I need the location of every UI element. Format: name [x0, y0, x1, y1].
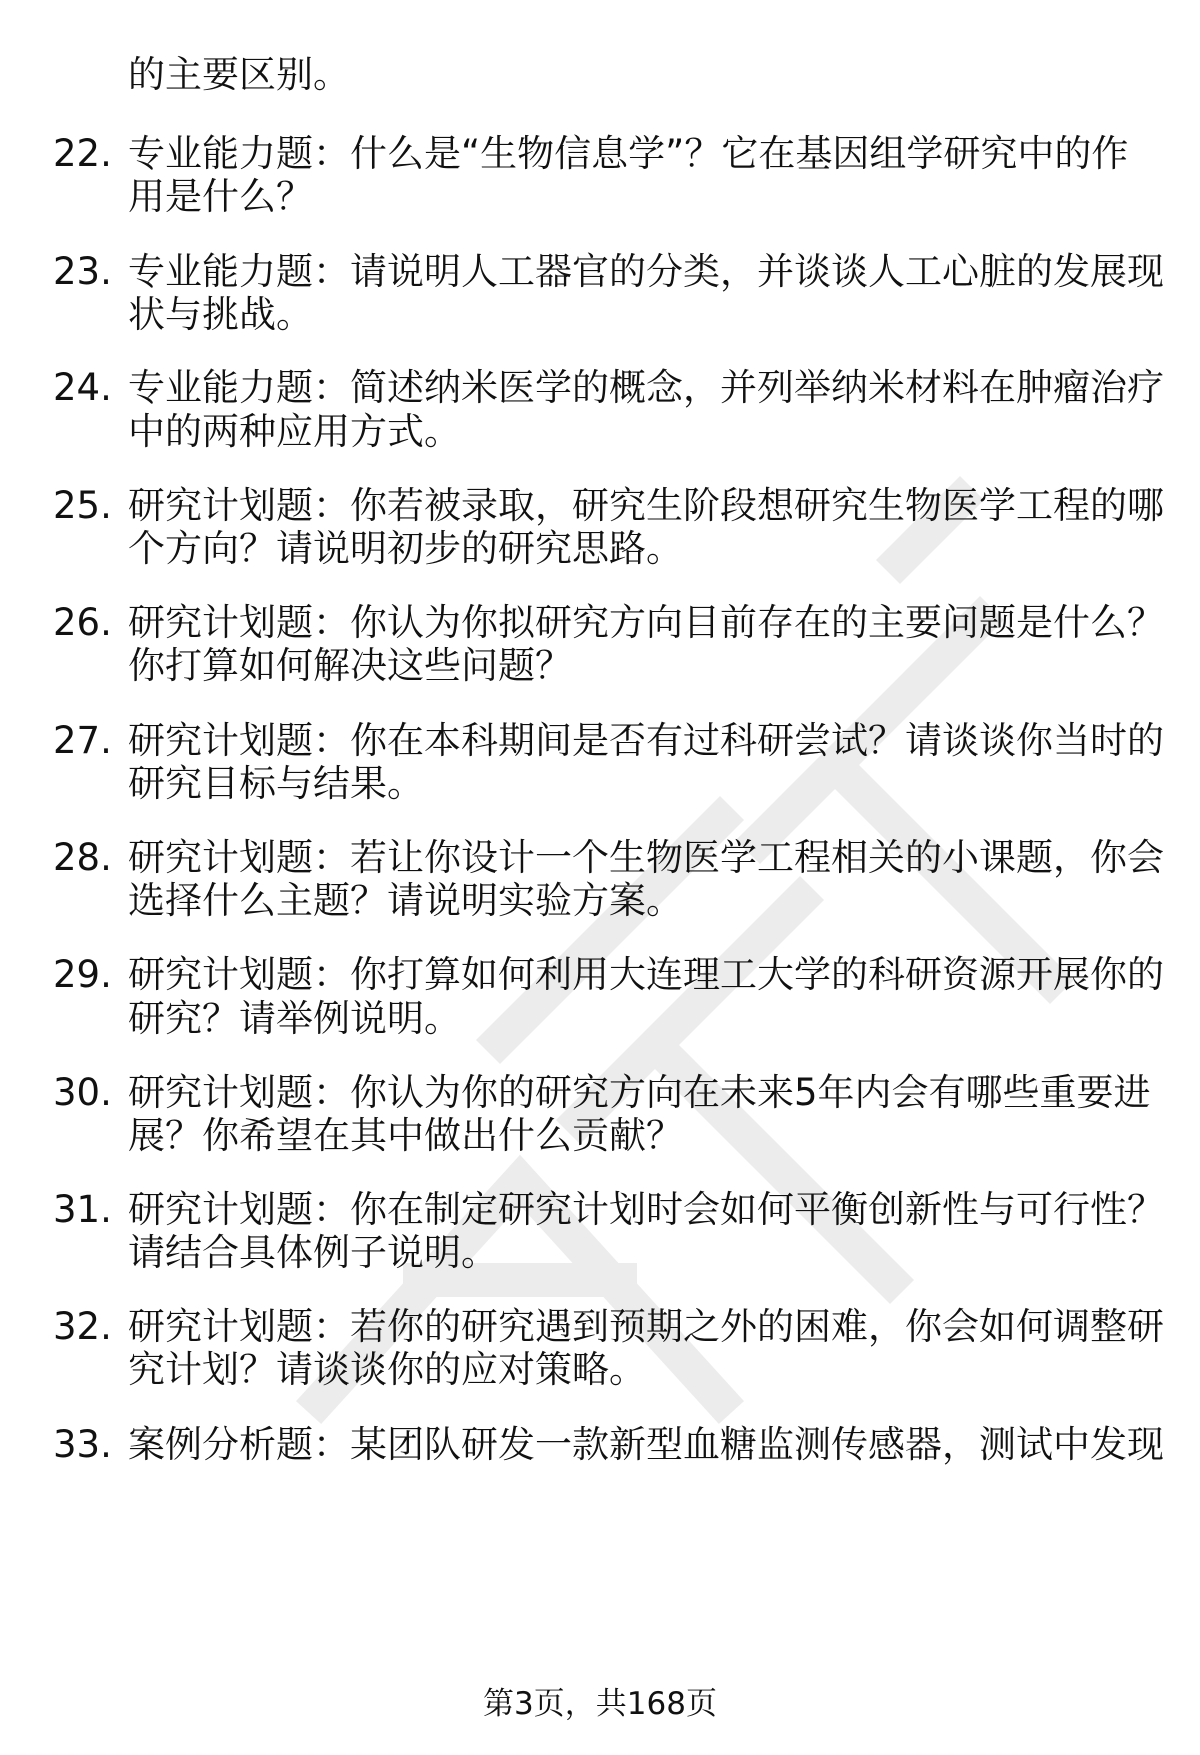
question-text-line2: 研究？请举例说明。	[128, 997, 461, 1040]
page-footer: 第3页，共168页	[483, 1686, 717, 1722]
question-text-line2: 究计划？请谈谈你的应对策略。	[128, 1348, 646, 1391]
question-text-line1: 研究计划题：你在制定研究计划时会如何平衡创新性与可行性？	[128, 1188, 1164, 1231]
question-number: 30.	[53, 1071, 112, 1114]
question-text-line1: 研究计划题：你在本科期间是否有过科研尝试？请谈谈你当时的	[128, 719, 1164, 762]
question-text-line1: 研究计划题：你认为你拟研究方向目前存在的主要问题是什么？	[128, 601, 1164, 644]
question-text-line2: 请结合具体例子说明。	[128, 1231, 498, 1274]
question-number: 23.	[53, 250, 112, 293]
question-text-line2: 展？你希望在其中做出什么贡献？	[128, 1114, 683, 1157]
question-number: 32.	[53, 1305, 112, 1348]
question-text-line2: 研究目标与结果。	[128, 762, 424, 805]
question-text-line1: 研究计划题：你认为你的研究方向在未来5年内会有哪些重要进	[128, 1071, 1151, 1114]
question-number: 33.	[53, 1423, 112, 1466]
question-number: 27.	[53, 719, 112, 762]
question-text-line1: 研究计划题：若让你设计一个生物医学工程相关的小课题，你会	[128, 836, 1164, 879]
question-text-line2: 状与挑战。	[128, 293, 313, 336]
question-text-line2: 个方向？请说明初步的研究思路。	[128, 527, 683, 570]
question-text-line1: 研究计划题：若你的研究遇到预期之外的困难，你会如何调整研	[128, 1305, 1164, 1348]
question-text-line1: 研究计划题：你若被录取，研究生阶段想研究生物医学工程的哪	[128, 484, 1164, 527]
question-text-line2: 用是什么？	[128, 175, 313, 218]
question-text-line1: 研究计划题：你打算如何利用大连理工大学的科研资源开展你的	[128, 953, 1164, 996]
question-text-line1: 案例分析题：某团队研发一款新型血糖监测传感器，测试中发现	[128, 1423, 1164, 1466]
question-text-line2: 选择什么主题？请说明实验方案。	[128, 879, 683, 922]
question-number: 28.	[53, 836, 112, 879]
continuation-text: 的主要区别。	[128, 53, 350, 96]
question-text-line1: 专业能力题：请说明人工器官的分类，并谈谈人工心脏的发展现	[128, 250, 1164, 293]
question-number: 29.	[53, 953, 112, 996]
question-number: 31.	[53, 1188, 112, 1231]
question-text-line2: 你打算如何解决这些问题？	[128, 644, 572, 687]
question-number: 22.	[53, 132, 112, 175]
question-text-line1: 专业能力题：简述纳米医学的概念，并列举纳米材料在肿瘤治疗	[128, 366, 1164, 409]
question-number: 25.	[53, 484, 112, 527]
question-number: 24.	[53, 366, 112, 409]
question-text-line2: 中的两种应用方式。	[128, 410, 461, 453]
question-text-line1: 专业能力题：什么是“生物信息学”？它在基因组学研究中的作	[128, 132, 1129, 175]
question-number: 26.	[53, 601, 112, 644]
